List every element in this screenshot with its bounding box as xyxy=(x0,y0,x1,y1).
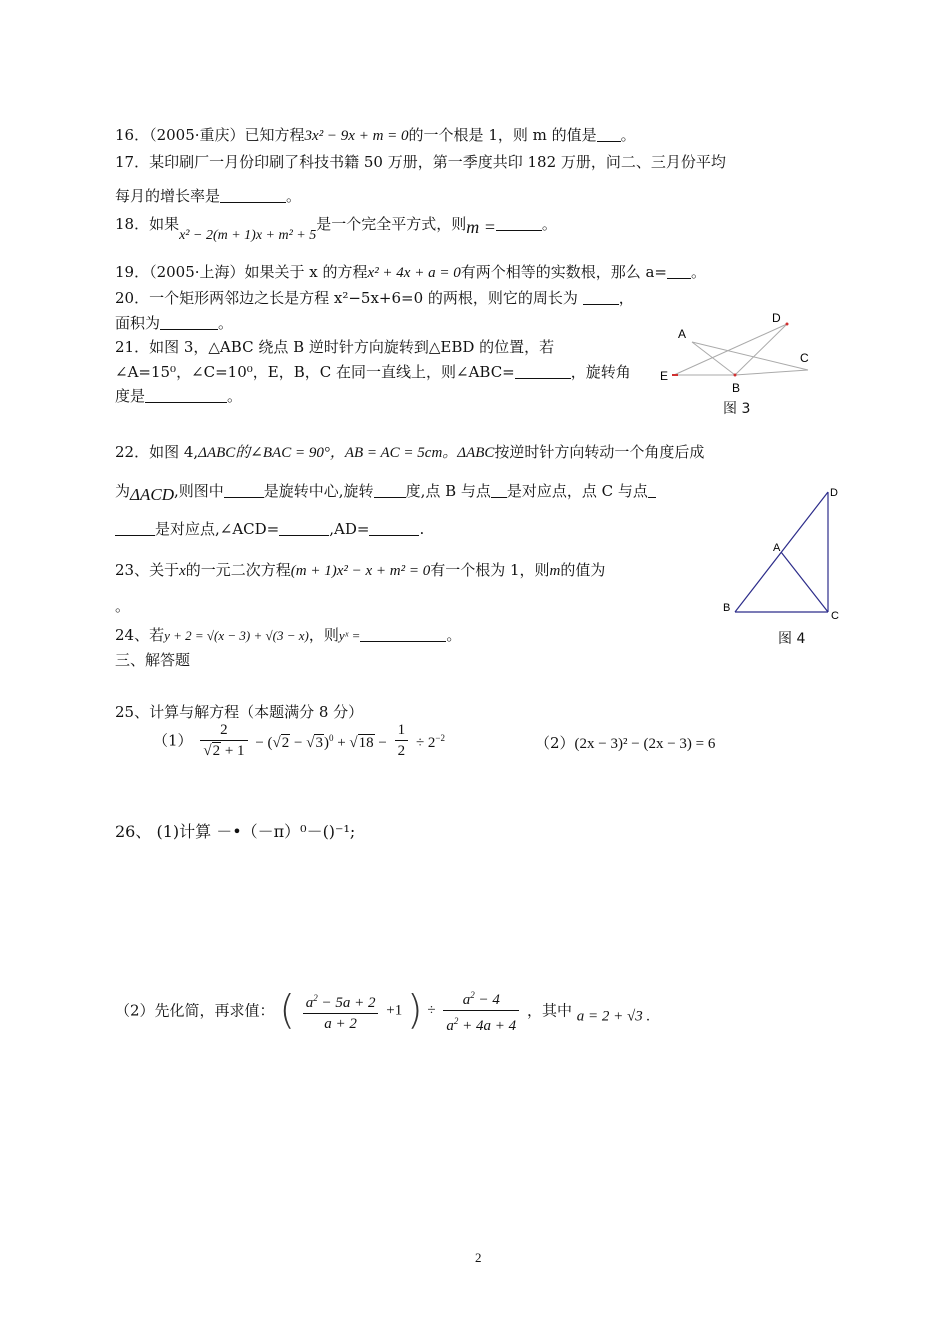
answer-blank[interactable] xyxy=(220,188,286,203)
question-25-part1: （1） $\frac{2}{√2 + 1}$ − $(√2 - √3)^0 + √18$ − $\frac{1}{2}$ ÷ $2^{-2}$ xyxy=(153,722,445,759)
question-25-title: 25、计算与解方程（本题满分 8 分） xyxy=(115,703,364,721)
condition: a = 2 + √3 . xyxy=(576,1008,651,1025)
section-heading: 三、解答题 xyxy=(115,651,191,669)
question-22-line3: 是对应点,∠ACD= ,AD= . xyxy=(115,519,424,539)
question-24: 24、若y + 2 = √(x − 3) + √(3 − x)，则yˣ = 。 xyxy=(115,626,462,644)
answer-blank[interactable] xyxy=(360,627,446,642)
figure-3-caption: 图 3 xyxy=(723,401,751,417)
question-18: 18．如果x² − 2(m + 1)x + m² + 5是一个完全平方式，则m = 。 xyxy=(115,215,557,243)
answer-blank[interactable] xyxy=(279,521,329,536)
question-25-part2: （2）(2x − 3)² − (2x − 3) = 6 xyxy=(535,734,716,752)
figure-3 xyxy=(660,310,820,395)
question-22-line1: 22．如图 4,ΔABC的∠BAC = 90°，AB = AC = 5cm。ΔABC按逆时针方向转动一个角度后成 xyxy=(115,443,705,461)
question-16: 16．（2005·重庆）已知方程3x² − 9x + m = 0的一个根是 1，则 m 的值是 。 xyxy=(115,126,636,144)
equation-24: y + 2 = √(x − 3) + √(3 − x) xyxy=(164,628,309,643)
question-19: 19．（2005·上海）如果关于 x 的方程x² + 4x + a = 0有两个相等的实数根，那么 a= 。 xyxy=(115,263,707,281)
answer-blank[interactable] xyxy=(491,483,507,498)
figure-4 xyxy=(715,484,845,629)
answer-blank[interactable] xyxy=(667,264,691,279)
fig4-label-a: A xyxy=(773,542,781,554)
equation-19: x² + 4x + a = 0 xyxy=(367,265,461,281)
fig4-label-c: C xyxy=(831,610,839,622)
fig3-label-a: A xyxy=(678,327,687,341)
answer-blank[interactable] xyxy=(369,521,419,536)
question-23-line2: 。 xyxy=(115,597,131,615)
fig4-label-b: B xyxy=(723,602,731,614)
question-22-line2: 为ΔACD,则图中 是旋转中心,旋转 度,点 B 与点 是对应点，点 C 与点 xyxy=(115,481,656,501)
question-26-part2: （2）先化简，再求值： ( $\frac{a^2 - 5a + 2}{a + 2}$ +1 ) ÷ $\frac{a^2 - 4}{a^2 + 4a + 4}$ ，其中 a = 2 + √3 . xyxy=(115,985,650,1036)
fig3-label-e: E xyxy=(660,369,669,383)
question-17-line1: 17．某印刷厂一月份印刷了科技书籍 50 万册，第一季度共印 182 万册，问二、三月份平均 xyxy=(115,153,726,171)
fraction: $\frac{a^2 - 4}{a^2 + 4a + 4}$ xyxy=(443,985,519,1036)
fig3-label-d: D xyxy=(772,311,781,325)
equation-23: (m + 1)x² − x + m² = 0 xyxy=(290,563,431,579)
fraction: $\frac{a^2 - 5a + 2}{a + 2}$ xyxy=(303,988,379,1034)
question-23-line1: 23、关于x的一元二次方程(m + 1)x² − x + m² = 0有一个根为 1，则m的值为 xyxy=(115,561,606,579)
answer-blank[interactable] xyxy=(597,127,621,142)
answer-blank[interactable] xyxy=(496,216,542,231)
question-21-line1: 21．如图 3，△ABC 绕点 B 逆时针方向旋转到△EBD 的位置，若 xyxy=(115,338,555,356)
fig4-label-d: D xyxy=(830,487,838,499)
question-20-line1: 20．一个矩形两邻边之长是方程 x²−5x+6=0 的两根，则它的周长为 ， xyxy=(115,289,634,307)
answer-blank[interactable] xyxy=(648,483,656,498)
answer-blank[interactable] xyxy=(374,483,406,498)
question-21-line2: ∠A=15⁰，∠C=10⁰，E，B，C 在同一直线上，则∠ABC= ，旋转角 xyxy=(115,363,631,381)
answer-blank[interactable] xyxy=(515,364,571,379)
answer-blank[interactable] xyxy=(224,483,264,498)
page-number: 2 xyxy=(475,1250,482,1265)
question-26: 26、 (1)计算 －•（－π）⁰－()⁻¹; xyxy=(115,822,356,841)
answer-blank[interactable] xyxy=(145,388,227,403)
figure-4-caption: 图 4 xyxy=(778,631,806,647)
answer-blank[interactable] xyxy=(583,290,619,305)
answer-blank[interactable] xyxy=(115,521,155,536)
fig3-label-c: C xyxy=(800,351,809,365)
equation-22: ΔABC的∠BAC = 90°，AB = AC = 5cm。ΔABC xyxy=(198,445,495,461)
question-21-line3: 度是 。 xyxy=(115,387,243,405)
equation-18: x² − 2(m + 1)x + m² + 5 xyxy=(179,228,317,243)
question-17-line2: 每月的增长率是 。 xyxy=(115,187,302,205)
fraction: $\frac{2}{√2 + 1}$ xyxy=(200,720,247,761)
equation-16: 3x² − 9x + m = 0 xyxy=(304,128,409,144)
equation-25-2: (2x − 3)² − (2x − 3) = 6 xyxy=(574,736,716,752)
fig3-label-b: B xyxy=(732,381,741,395)
question-20-line2: 面积为 。 xyxy=(115,314,234,332)
fraction: $\frac{1}{2}$ xyxy=(395,720,409,761)
answer-blank[interactable] xyxy=(160,315,218,330)
